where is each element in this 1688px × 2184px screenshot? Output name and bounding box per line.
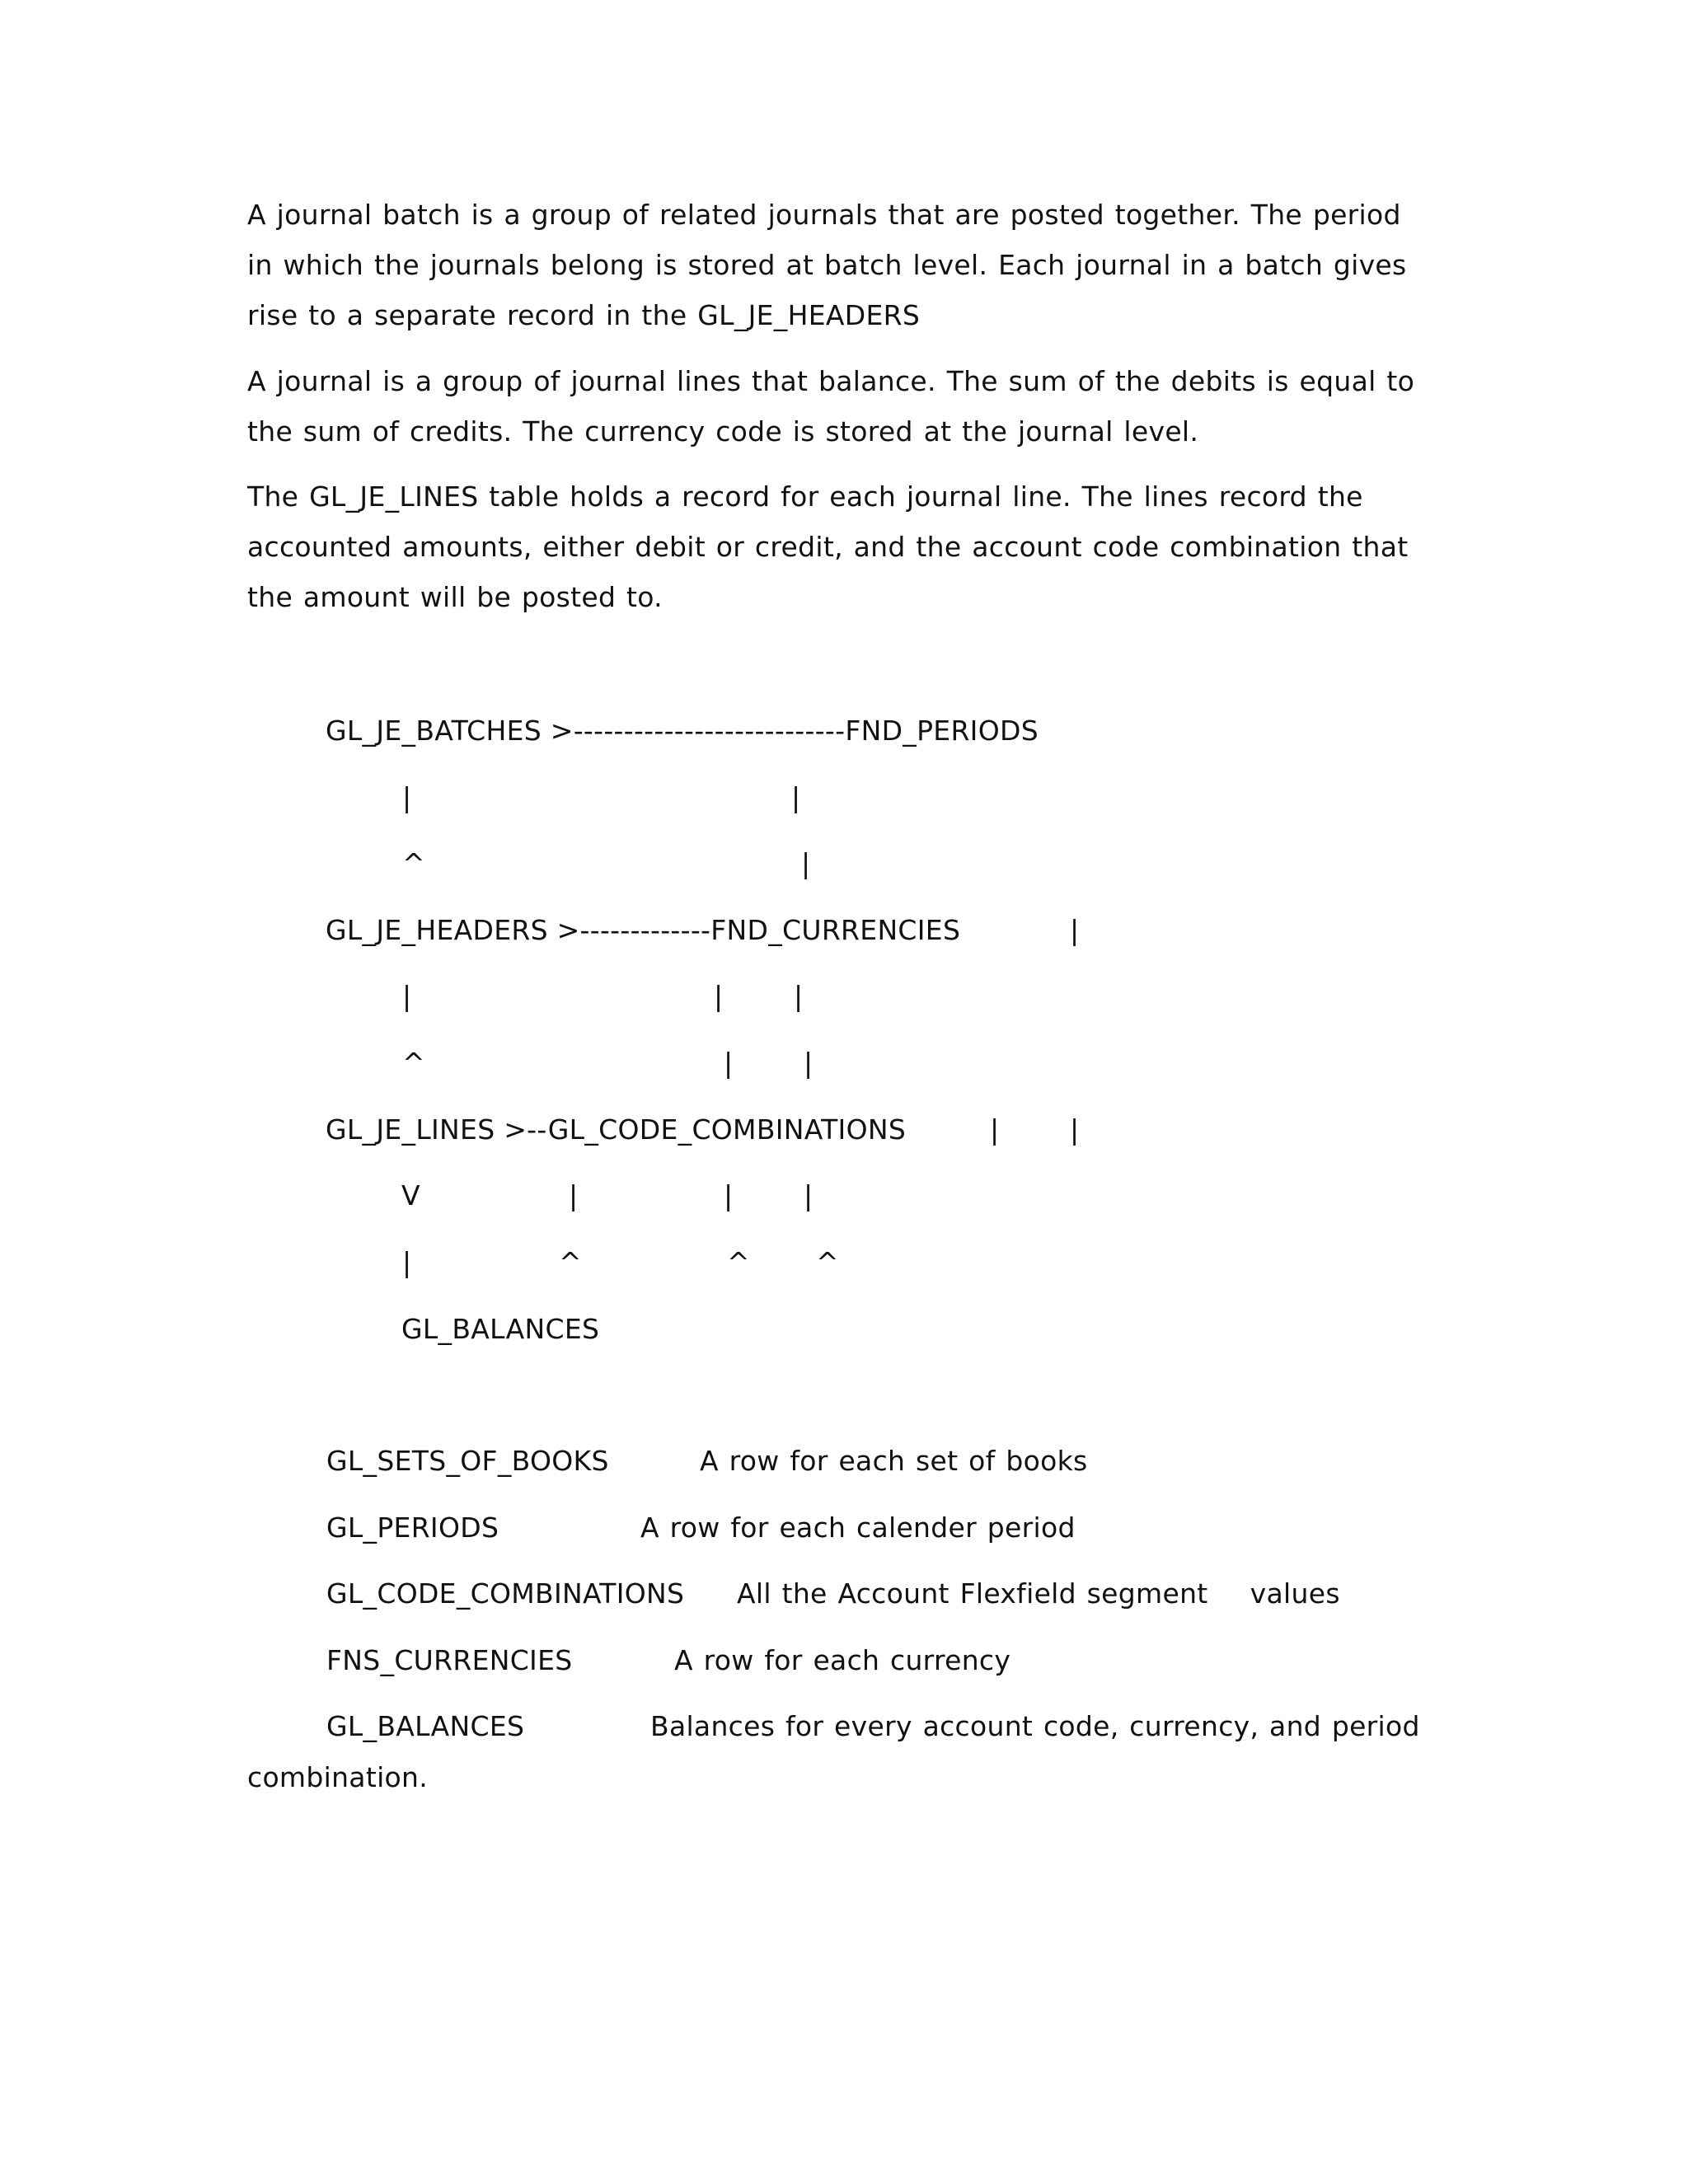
diagram-caret: ^: [402, 847, 425, 879]
diagram-line-lines: GL_JE_LINES >--GL_CODE_COMBINATIONS: [326, 1113, 907, 1146]
table-description: A row for each currency: [674, 1644, 1011, 1676]
diagram-pipe: |: [402, 980, 412, 1012]
table-description: All the Account Flexfield segment values: [737, 1577, 1340, 1610]
diagram-pipe: |: [794, 980, 804, 1012]
diagram-caret: ^: [559, 1246, 582, 1278]
diagram-pipe: |: [990, 1113, 1000, 1146]
table-name: FNS_CURRENCIES: [326, 1644, 573, 1676]
diagram-pipe: |: [1070, 1113, 1080, 1146]
table-name: GL_PERIODS: [326, 1511, 499, 1544]
diagram-pipe: |: [402, 781, 412, 813]
diagram-pipe: |: [1070, 914, 1080, 946]
trailing-text: combination.: [247, 1761, 429, 1793]
diagram-caret: ^: [727, 1246, 750, 1278]
diagram-pipe: |: [804, 1179, 814, 1212]
diagram-vee: V: [401, 1179, 420, 1212]
table-description: A row for each set of books: [700, 1445, 1088, 1477]
paragraph-je-lines: The GL_JE_LINES table holds a record for each journal line. The lines record the accounted amounts, either debit or credit, and the account code combination that the amount will be posted to.: [247, 480, 1409, 613]
table-description: A row for each calender period: [640, 1511, 1076, 1544]
diagram-pipe: |: [569, 1179, 579, 1212]
diagram-pipe: |: [801, 847, 811, 879]
table-name: GL_SETS_OF_BOOKS: [326, 1445, 609, 1477]
diagram-pipe: |: [791, 781, 801, 813]
diagram-line-headers: GL_JE_HEADERS >-------------FND_CURRENCIES: [326, 914, 961, 946]
diagram-pipe: |: [804, 1047, 814, 1079]
table-name: GL_BALANCES: [326, 1710, 525, 1742]
diagram-pipe: |: [714, 980, 724, 1012]
table-name: GL_CODE_COMBINATIONS: [326, 1577, 685, 1610]
table-description: Balances for every account code, currency, and period: [650, 1710, 1420, 1742]
diagram-line-balances: GL_BALANCES: [401, 1313, 600, 1345]
paragraph-journal-batch: A journal batch is a group of related journals that are posted together. The period in which the journals belong is stored at batch level. Each journal in a batch gives rise to a separate record in the GL_JE_HEADERS: [247, 199, 1407, 331]
diagram-pipe: |: [724, 1179, 734, 1212]
paragraph-journal: A journal is a group of journal lines that balance. The sum of the debits is equal to the sum of credits. The currency code is stored at the journal level.: [247, 365, 1415, 448]
diagram-caret: ^: [402, 1047, 425, 1079]
diagram-pipe: |: [724, 1047, 734, 1079]
diagram-line-batches: GL_JE_BATCHES >---------------------------FND_PERIODS: [326, 715, 1039, 747]
diagram-caret: ^: [816, 1246, 839, 1278]
diagram-pipe: |: [402, 1246, 412, 1278]
